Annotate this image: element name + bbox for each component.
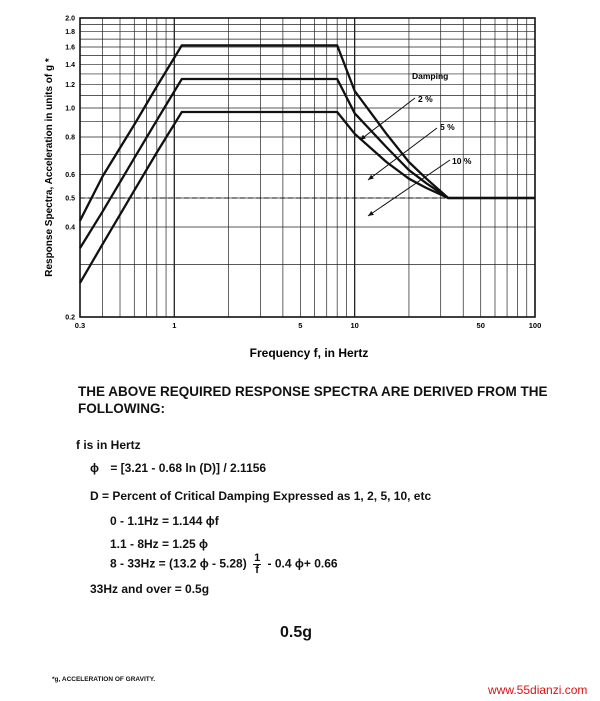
phi-symbol: ϕ (90, 461, 99, 475)
y-tick-label: 0.2 (65, 314, 75, 322)
leader-arrowhead (368, 211, 374, 216)
fraction-denominator: f (255, 564, 259, 576)
leader-arrowhead (360, 135, 366, 140)
x-tick-label: 1 (172, 321, 177, 330)
leader-arrowhead (368, 175, 374, 180)
x-tick-label: 50 (476, 321, 485, 330)
range-8-33hz-right: - 0.4 ϕ+ 0.66 (267, 556, 338, 571)
x-tick-label: 0.3 (74, 321, 86, 330)
range-1.1-8hz: 1.1 - 8Hz = 1.25 ϕ (110, 537, 209, 551)
y-tick-label: 1.2 (65, 81, 75, 89)
watermark: www.55dianzi.com (488, 683, 588, 697)
range-8-33hz-left: 8 - 33Hz = (13.2 ϕ - 5.28) (110, 556, 247, 571)
y-axis-label: Response Spectra, Acceleration in units of g * (44, 58, 55, 277)
y-tick-label: 2.0 (65, 15, 75, 23)
y-tick-label: 0.4 (65, 224, 75, 232)
legend-annotations (360, 71, 472, 216)
range-33hz-over: 33Hz and over = 0.5g (90, 582, 210, 596)
result-value: 0.5g (280, 624, 313, 641)
legend-title: Damping (412, 71, 449, 81)
y-tick-label: 1.4 (65, 61, 75, 69)
y-tick-label: 0.8 (65, 134, 75, 142)
range-8-33hz (110, 553, 338, 576)
series-label-1: 2 % (418, 94, 433, 104)
f-definition: f is in Hertz (76, 438, 141, 452)
y-tick-label: 1.8 (65, 29, 75, 37)
y-tick-label: 1.0 (65, 105, 75, 113)
range-0-1.1hz: 0 - 1.1Hz = 1.144 ϕf (110, 514, 219, 528)
one-over-f-fraction (253, 553, 261, 576)
x-tick-label: 100 (528, 321, 542, 330)
phi-equation: = [3.21 - 0.68 ln (D)] / 2.1156 (110, 461, 267, 475)
y-tick-label: 0.6 (65, 171, 75, 179)
derivation-heading: THE ABOVE REQUIRED RESPONSE SPECTRA ARE DERIVED FROM THE FOLLOWING: (78, 384, 548, 416)
x-tick-label: 10 (350, 321, 359, 330)
d-definition: D = Percent of Critical Damping Expressed as 1, 2, 5, 10, etc (90, 489, 432, 503)
footnote: *g, ACCELERATION OF GRAVITY. (52, 676, 156, 683)
fraction-numerator: 1 (254, 552, 261, 564)
x-tick-label: 5 (298, 321, 303, 330)
tick-labels (65, 16, 541, 331)
phi-definition (90, 461, 266, 475)
series-label-3: 10 % (452, 156, 472, 166)
series-line-3 (80, 112, 535, 283)
y-tick-label: 0.5 (65, 195, 75, 203)
y-tick-label: 1.6 (65, 44, 75, 52)
series-label-2: 5 % (440, 122, 455, 132)
x-axis-label: Frequency f, in Hertz (249, 346, 369, 360)
